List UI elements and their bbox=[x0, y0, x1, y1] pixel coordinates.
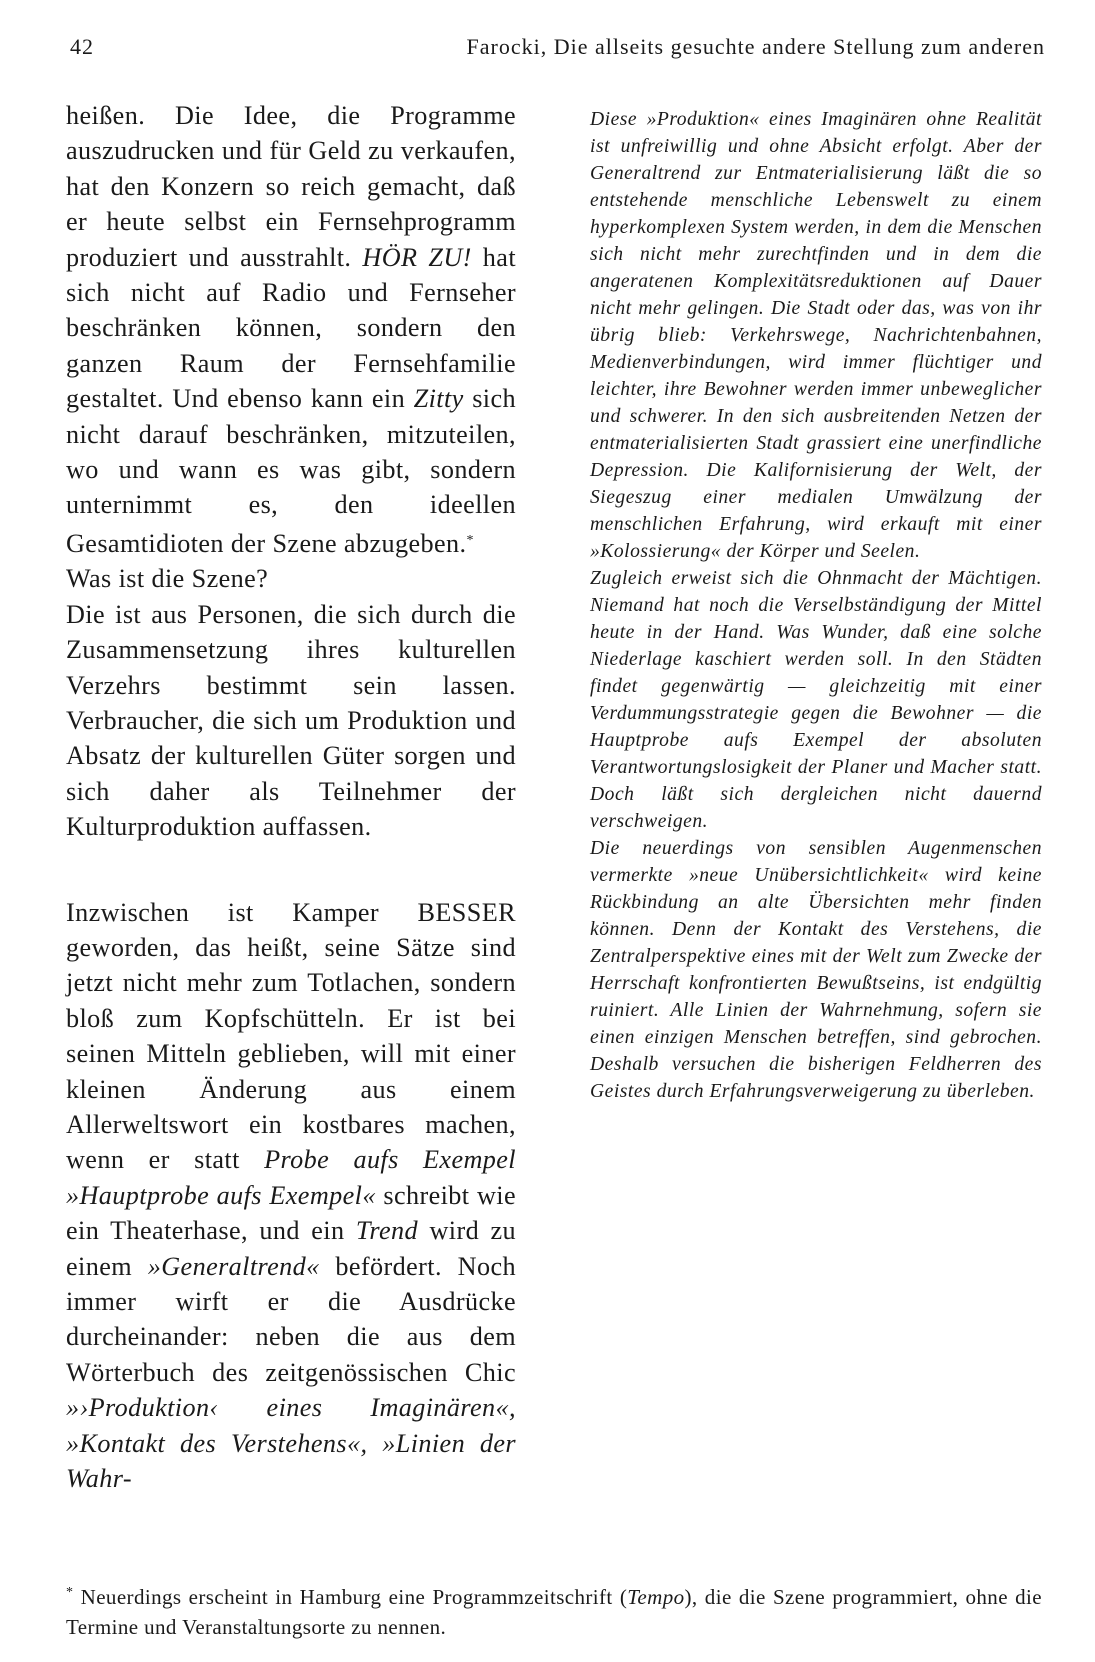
quote-italic: Probe aufs Exempel »Hauptprobe aufs Exempel« bbox=[66, 1145, 516, 1210]
paragraph-3: Die ist aus Personen, die sich durch die Zusammensetzung ihres kulturellen Verzehrs bestimmt sein lassen. Verbraucher, die sich um Produktion und Absatz der kulturellen Güter sorgen und sich daher als Teilnehmer der Kulturproduktion auffassen. bbox=[66, 599, 516, 842]
footnote-marker: * bbox=[466, 532, 474, 548]
quote-paragraph-2: Zugleich erweist sich die Ohnmacht der Mächtigen. Niemand hat noch die Verselbständigung der Mittel heute in der Hand. Was Wunder, daß eine solche Niederlage kaschiert werden soll. In den Städten findet gegenwärtig — gleichzeitig mit einer Verdummungsstrategie gegen die Bewohner — die Hauptprobe aufs Exempel der absoluten Verantwortungslosigkeit der Planer und Macher statt. Doch läßt sich dergleichen nicht dauernd verschweigen. bbox=[590, 568, 1042, 832]
magazine-title-zitty: Zitty bbox=[413, 384, 464, 414]
text-span: ), die die Szene programmiert, ohne die Termine und Veranstaltungsorte zu nennen. bbox=[66, 1585, 1042, 1639]
quote-paragraph-3: Die neuerdings von sensiblen Augenmenschen vermerkte »neue Unübersichtlichkeit« wird keine Rückbindung an alte Übersichten mehr finden können. Denn der Kontakt des Verstehens, die Zentralperspektive eines mit der Welt zum Zwecke der Herrschaft konfrontierten Bewußtseins, ist endgültig ruiniert. Alle Linien der Wahrnehmung, sofern sie einen einzigen Menschen betreffen, sind gebrochen. Deshalb versuchen die bisherigen Feldherren des Geistes durch Erfahrungsverweigerung zu überleben. bbox=[590, 838, 1042, 1102]
text-span: hat sich nicht auf Radio und Fernseher beschränken können, sondern den ganzen Raum der Fernsehfamilie gestaltet. Und ebenso kann ein bbox=[66, 242, 516, 414]
footnote bbox=[66, 1578, 1042, 1642]
paragraph-1 bbox=[66, 98, 516, 561]
text-span: sich nicht darauf beschränken, mitzuteilen, wo und wann es was gibt, sondern unternimmt es, den ideellen Gesamtidioten der Szene abzugeben. bbox=[66, 384, 516, 558]
footnote-text bbox=[66, 1578, 1042, 1642]
text-span: Inzwischen ist Kamper BESSER geworden, das heißt, seine Sätze sind jetzt nicht mehr zum Totlachen, sondern bloß zum Kopfschütteln. Er ist bei seinen Mitteln geblieben, will mit einer kleinen Änderung aus einem Allerweltswort ein kostbares machen, wenn er statt bbox=[66, 897, 516, 1175]
main-text-column bbox=[66, 98, 516, 1496]
magazine-title-tempo: Tempo bbox=[627, 1585, 685, 1609]
text-span: wird zu einem bbox=[66, 1216, 516, 1281]
page-header bbox=[0, 30, 1095, 70]
quote-italic: »›Produktion‹ eines Imaginären«, »Kontakt des Verstehens«, »Linien der Wahr- bbox=[66, 1393, 516, 1494]
paragraph-2: Was ist die Szene? bbox=[66, 564, 269, 594]
magazine-title-hoer-zu: HÖR ZU! bbox=[362, 242, 472, 272]
text-span: heißen. Die Idee, die Programme auszudrucken und für Geld zu verkaufen, hat den Konzern so reich gemacht, daß er heute selbst ein Fernsehprogramm produziert und ausstrahlt. bbox=[66, 101, 516, 272]
text-span: befördert. Noch immer wirft er die Ausdrücke durcheinander: neben die aus dem Wörterbuch des zeitgenössischen Chic bbox=[66, 1251, 516, 1387]
page-number: 42 bbox=[70, 34, 94, 59]
quote-italic: »Generaltrend« bbox=[147, 1251, 320, 1281]
text-span: Neuerdings erscheint in Hamburg eine Programmzeitschrift ( bbox=[80, 1585, 628, 1609]
quote-paragraph-1: Diese »Produktion« eines Imaginären ohne Realität ist unfreiwillig und ohne Absicht erfolgt. Aber der Generaltrend zur Entmaterialisierung läßt die so entstehende menschliche Lebenswelt zu einem hyperkomplexen System werden, in dem die Menschen sich nicht mehr zurechtfinden und in dem die angeratenen Komplexitätsreduktionen auf Dauer nicht mehr gelingen. Die Stadt oder das, was von ihr übrig blieb: Verkehrswege, Nachrichtenbahnen, Medienverbindungen, wird immer flüchtiger und leichter, ihre Bewohner werden immer unbeweglicher und schwerer. In den sich ausbreitenden Netzen der entmaterialisierten Stadt grassiert eine unerfindliche Depression. Die Kalifornisierung der Welt, der Siegeszug einer medialen Umwälzung der menschlichen Erfahrung, wird erkauft mit einer »Kolossierung« der Körper und Seelen. bbox=[590, 109, 1042, 562]
running-head: Farocki, Die allseits gesuchte andere Stellung zum anderen bbox=[466, 34, 1045, 59]
quoted-text-column bbox=[590, 106, 1042, 1105]
quote-italic: Trend bbox=[355, 1216, 419, 1246]
text-span: schreibt wie ein Theaterhase, und ein bbox=[66, 1180, 516, 1246]
paragraph-4 bbox=[66, 895, 516, 1497]
footnote-marker: * bbox=[66, 1585, 74, 1600]
paragraph-gap bbox=[66, 845, 516, 895]
